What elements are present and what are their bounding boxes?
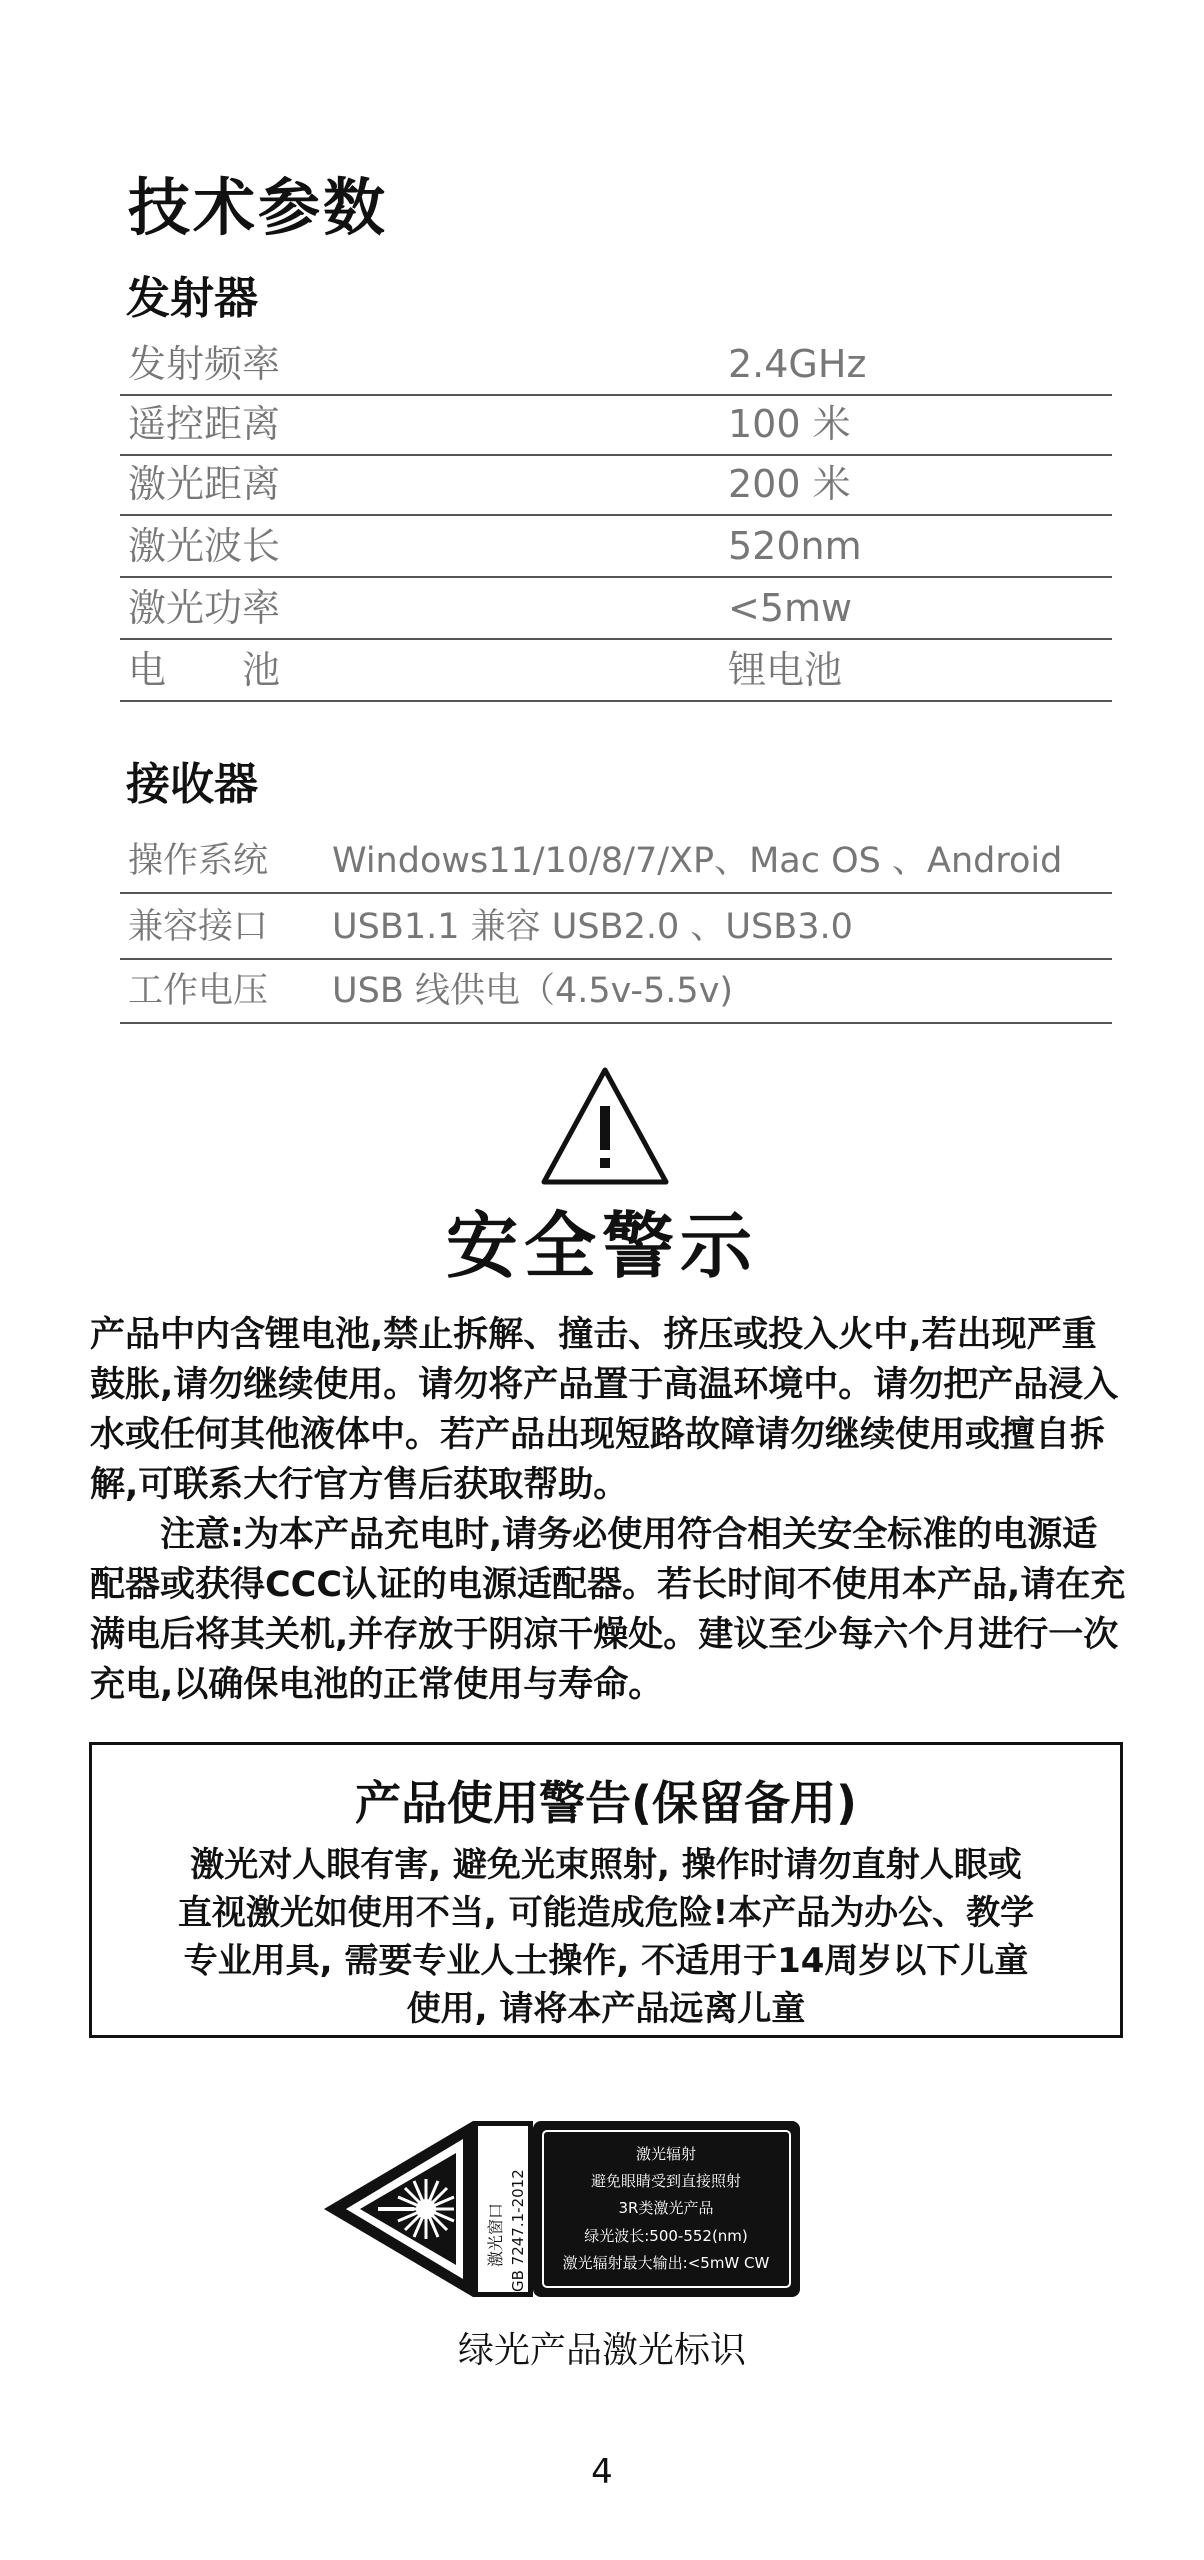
spec-row [120,580,1112,640]
spec-row [120,456,1112,516]
spec-value: 200 米 [728,462,851,506]
usage-warning-line: 直视激光如使用不当, 可能造成危险!本产品为办公、教学 [177,1893,1035,1933]
spec-value: <5mw [728,586,853,630]
laser-standard-text: GB 7247.1-2012 [509,2169,527,2292]
spec-label: 发射频率 [128,342,281,386]
spec-row [120,518,1112,578]
spec-row [120,642,1112,702]
spec-row [120,336,1112,396]
spec-label: 激光波长 [128,524,281,568]
usage-warning-title: 产品使用警告(保留备用) [354,1776,858,1830]
spec-row [120,830,1112,894]
laser-warning-label [318,2117,804,2301]
spec-label: 遥控距离 [128,402,281,446]
usage-warning-line: 使用, 请将本产品远离儿童 [406,1989,806,2029]
spec-value: 520nm [728,524,862,568]
receiver-heading: 接收器 [126,759,258,810]
spec-value: USB 线供电（4.5v-5.5v) [332,971,734,1011]
spec-label: 兼容接口 [128,907,269,947]
usage-warning-line: 专业用具, 需要专业人士操作, 不适用于14周岁以下儿童 [183,1941,1029,1981]
spec-value: 锂电池 [728,648,843,692]
spec-label: 工作电压 [128,971,269,1011]
safety-paragraph: 产品中内含锂电池,禁止拆解、撞击、挤压或投入火中,若出现严重鼓胀,请勿继续使用。请勿将产品置于高温环境中。请勿把产品浸入水或任何其他液体中。若产品出现短路故障请勿继续使用或擅自拆解,可联系大行官方售后获取帮助。 [90,1315,1119,1505]
laser-label-line: 绿光波长:500-552(nm) [584,2227,748,2245]
laser-label-line: 激光辐射 [635,2145,697,2163]
safety-title: 安全警示 [445,1204,758,1288]
spec-value: 2.4GHz [728,342,867,386]
spec-row [120,896,1112,960]
page-title: 技术参数 [128,171,389,244]
usage-warning-line: 激光对人眼有害, 避免光束照射, 操作时请勿直射人眼或 [190,1845,1022,1885]
safety-text [90,1310,1130,1710]
usage-warning-body [132,1841,1080,2033]
laser-label-line: 激光辐射最大输出:<5mW CW [562,2254,770,2272]
spec-label: 激光距离 [128,462,281,506]
laser-label-line: 避免眼睛受到直接照射 [590,2172,742,2190]
spec-value: Windows11/10/8/7/XP、Mac OS 、Android [332,841,1063,881]
usage-warning-box [89,1742,1123,2038]
laser-window-text: 激光窗口 [486,2202,505,2267]
spec-row [120,396,1112,456]
transmitter-heading: 发射器 [126,273,258,324]
spec-label: 电 池 [128,648,281,692]
spec-value: USB1.1 兼容 USB2.0 、USB3.0 [332,907,853,947]
spec-label: 激光功率 [128,586,281,630]
laser-label-line: 3R类激光产品 [618,2199,714,2217]
page-number: 4 [591,2452,613,2492]
spec-value: 100 米 [728,402,851,446]
spec-row [120,960,1112,1024]
safety-paragraph: 注意:为本产品充电时,请务必使用符合相关安全标准的电源适配器或获得CCC认证的电源适配器。若长时间不使用本产品,请在充满电后将其关机,并存放于阴凉干燥处。建议至少每六个月进行一次充电,以确保电池的正常使用与寿命。 [90,1515,1126,1705]
laser-label-caption: 绿光产品激光标识 [457,2330,746,2371]
spec-label: 操作系统 [128,841,269,881]
warning-triangle-icon [538,1064,672,1188]
